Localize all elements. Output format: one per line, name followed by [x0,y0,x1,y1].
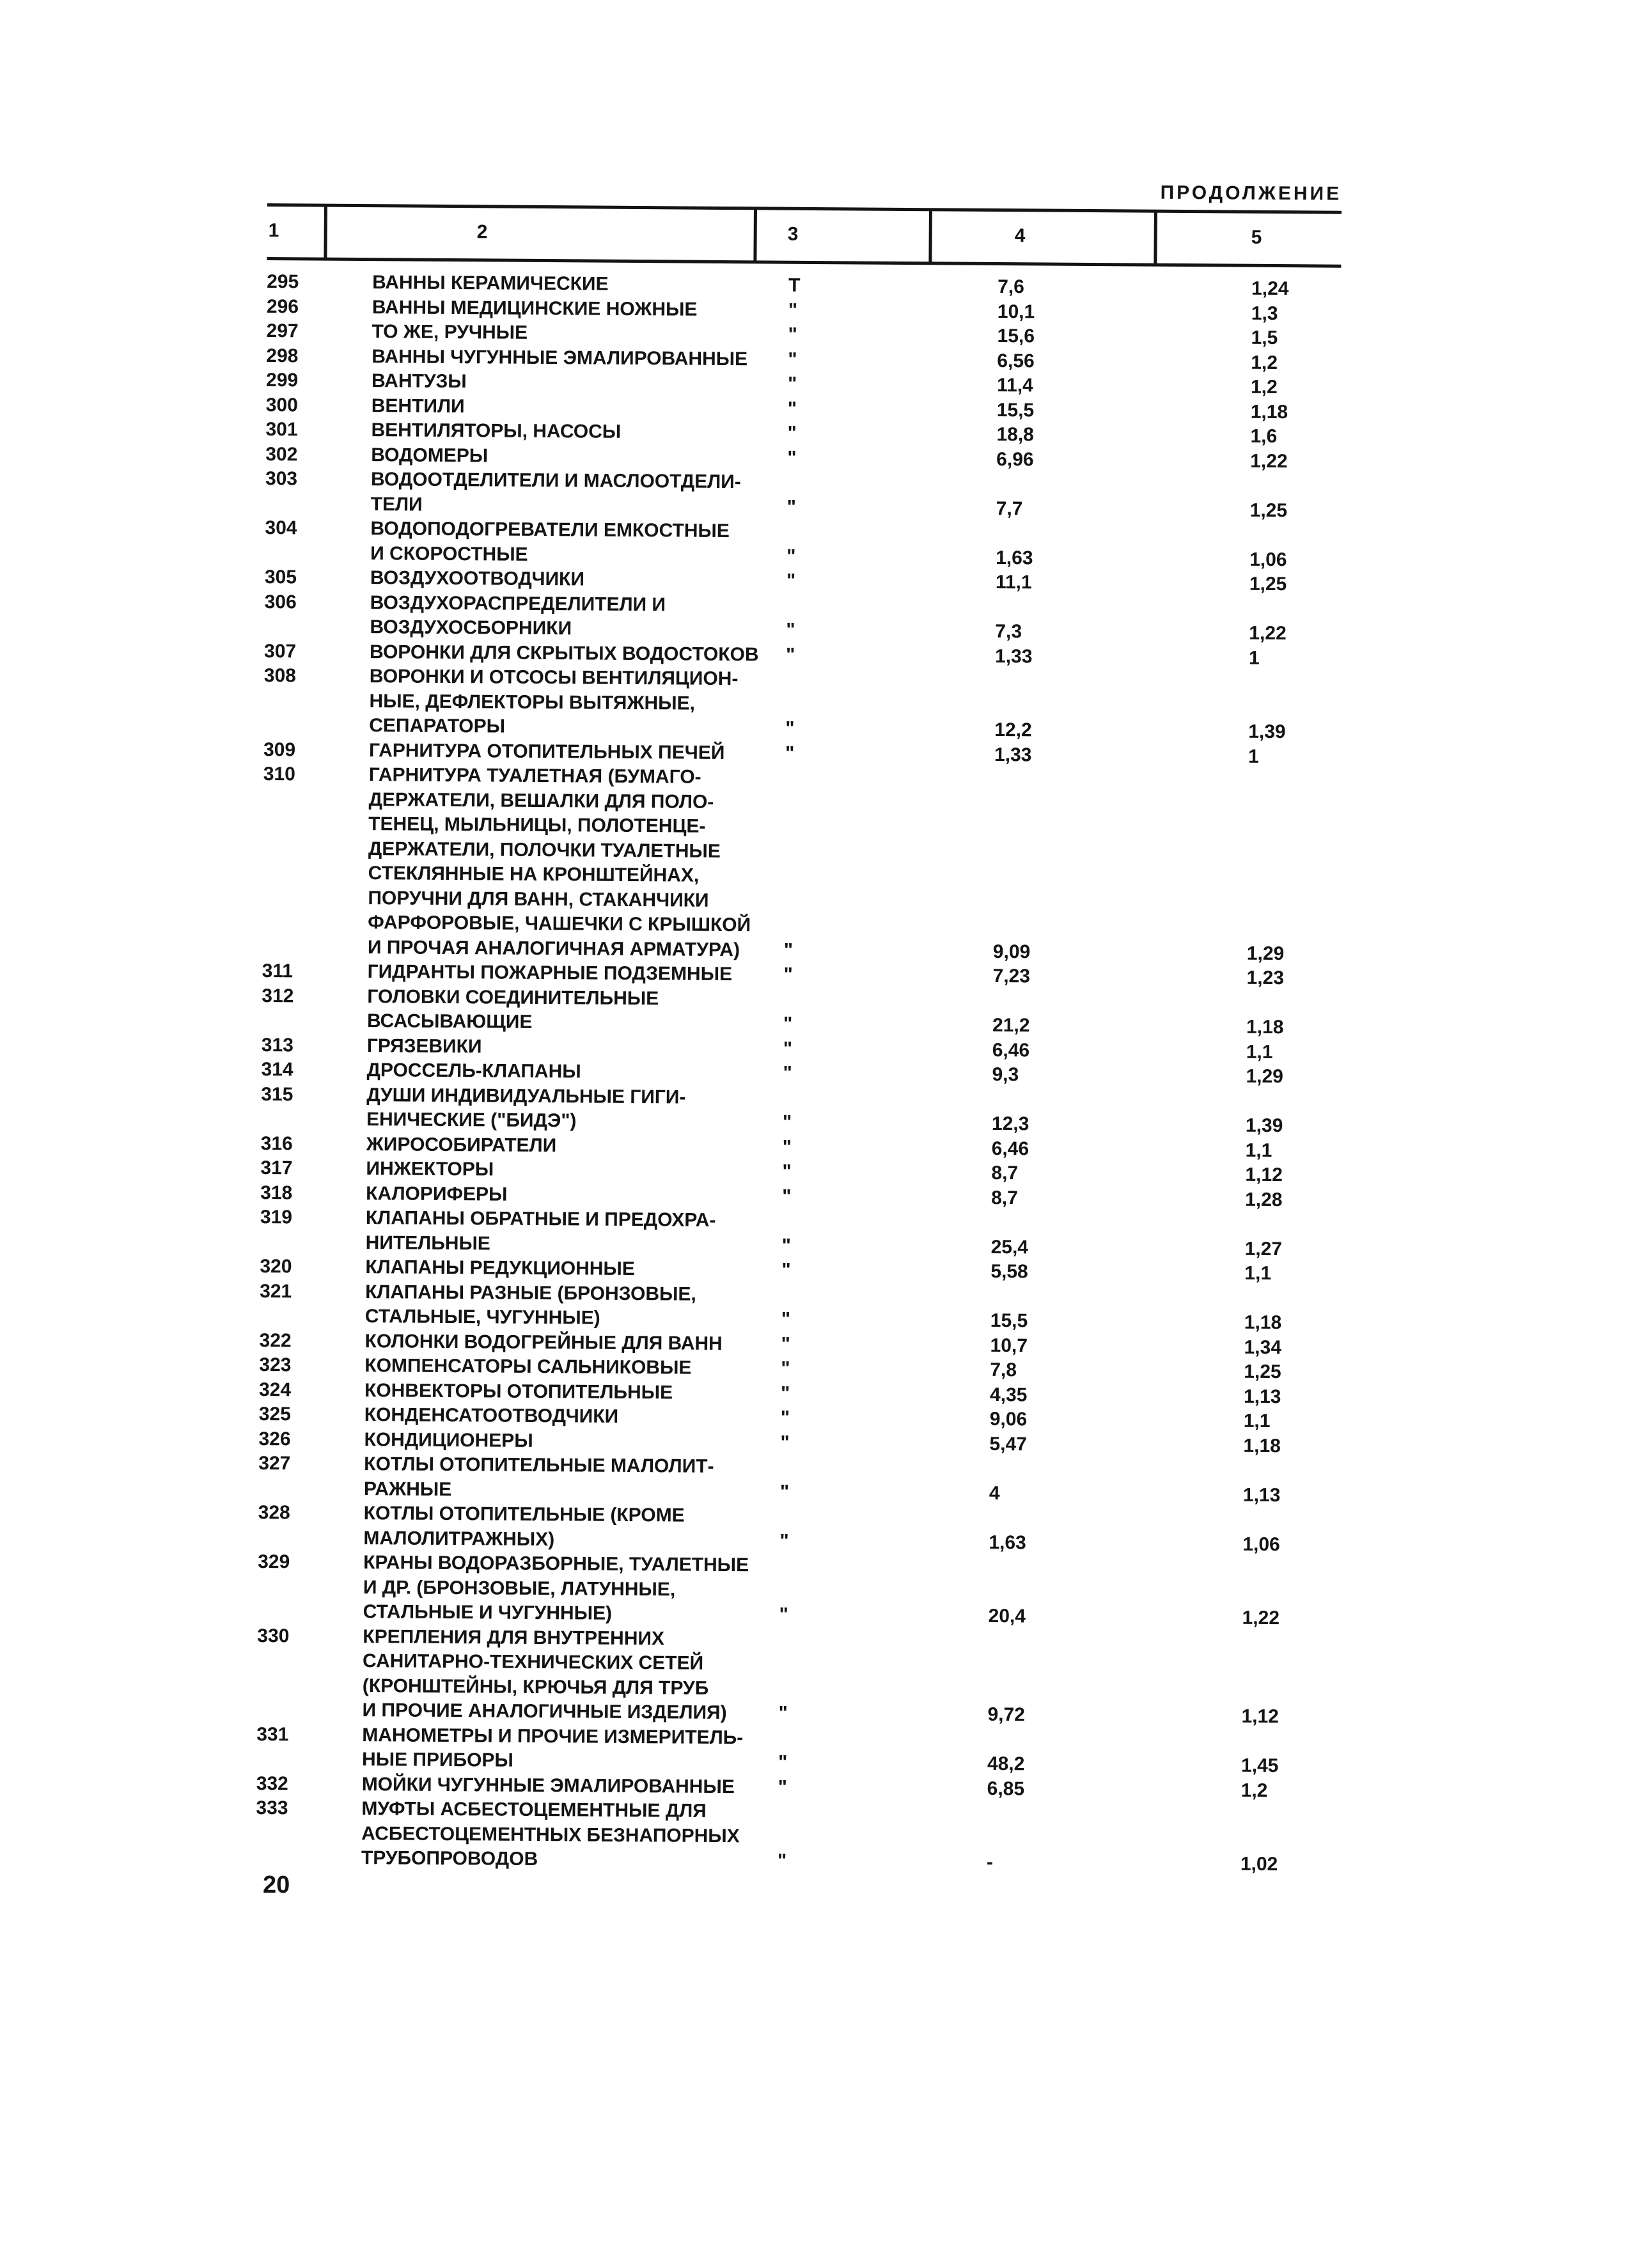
row-description-line: ЖИРОСОБИРАТЕЛИ [366,1133,557,1156]
row-description-line: ВАННЫ МЕДИЦИНСКИЕ НОЖНЫЕ [372,296,698,320]
row-number: 321 [260,1280,292,1302]
row-col5-value: 1,39 [1245,1114,1283,1137]
row-col4-value: 9,06 [989,1408,1028,1430]
row-description [371,443,780,471]
row-col3-value: " [783,1038,793,1060]
row-description-line: КЛАПАНЫ РАЗНЫЕ (БРОНЗОВЫЕ, [365,1281,696,1305]
row-description [372,320,781,347]
row-description [372,394,781,421]
row-col5-value: 1,25 [1249,499,1288,521]
row-col5-value: 1,28 [1245,1189,1283,1210]
row-description [365,1255,774,1283]
row-col3-value: " [787,447,797,469]
row-col3-value: " [783,964,793,985]
row-description [369,664,779,741]
row-number: 299 [265,369,299,391]
row-col3-value: " [779,1604,788,1625]
row-description-line: КРЕПЛЕНИЯ ДЛЯ ВНУТРЕННИХ [363,1625,665,1649]
row-col5-value: 1,12 [1241,1705,1279,1728]
row-col4-value: 6,56 [997,350,1035,371]
row-description [362,1772,771,1800]
row-description-line: МОЙКИ ЧУГУННЫЕ ЭМАЛИРОВАННЫЕ [361,1773,735,1797]
row-description-line: ВОДООТДЕЛИТЕЛИ И МАСЛООТДЕЛИ- [370,469,741,493]
row-col4-value: 11,1 [995,571,1032,593]
row-description [364,1379,774,1406]
row-number: 315 [261,1083,293,1105]
row-col3-value: " [781,1259,791,1281]
row-description-line: КОТЛЫ ОТОПИТЕЛЬНЫЕ МАЛОЛИТ- [364,1453,714,1477]
continuation-label: ПРОДОЛЖЕНИЕ [1160,182,1342,205]
row-col4-value: 12,2 [994,719,1032,741]
row-col5-value: 1,39 [1248,721,1286,743]
row-description [364,1428,773,1455]
row-description [364,1329,774,1357]
row-description-line: КОТЛЫ ОТОПИТЕЛЬНЫЕ (КРОМЕ [363,1503,685,1526]
header-cell-1: 1 [268,220,279,242]
row-description-line: МАНОМЕТРЫ И ПРОЧИЕ ИЗМЕРИТЕЛЬ- [362,1724,744,1748]
page-number: 20 [263,1872,290,1898]
row-col5-value: 1,18 [1244,1311,1282,1334]
header-cell-2: 2 [476,221,488,243]
row-description-line: РАЖНЫЕ [363,1478,452,1500]
row-number: 295 [267,270,299,293]
header-separator [1154,212,1157,265]
table-row [0,1794,1640,1880]
row-description-line: ИНЖЕКТОРЫ [366,1158,494,1180]
row-number: 330 [257,1625,290,1646]
row-description [371,418,780,446]
row-col3-value: " [780,1407,790,1428]
row-number: 312 [262,985,294,1006]
row-description-line: САНИТАРНО-ТЕХНИЧЕСКИХ СЕТЕЙ [362,1650,704,1674]
header-cell-4: 4 [1014,225,1026,247]
row-col4-value: 1,63 [989,1531,1026,1553]
row-col3-value: " [782,1161,792,1182]
row-number: 320 [260,1255,292,1278]
row-number: 306 [264,591,297,613]
row-description-line: ДЕРЖАТЕЛИ, ПОЛОЧКИ ТУАЛЕТНЫЕ [368,838,721,862]
row-col4-value: 1,33 [994,645,1033,667]
row-col4-value: 12,3 [991,1113,1029,1135]
row-description-line: ГАРНИТУРА ОТОПИТЕЛЬНЫХ ПЕЧЕЙ [368,739,725,763]
row-number: 314 [261,1058,293,1081]
row-description-line: ГАРНИТУРА ТУАЛЕТНАЯ (БУМАГО- [368,764,701,788]
row-col5-value: 1,2 [1240,1779,1268,1801]
row-col5-value: 1,06 [1242,1533,1280,1555]
row-description [367,1034,776,1061]
row-description-line: ТЕЛИ [370,493,423,515]
row-col3-value: " [786,570,796,591]
row-col3-value: " [785,717,795,739]
row-col3-value: " [783,939,794,961]
row-col5-value: 1,22 [1249,622,1287,645]
row-description-line: СЕПАРАТОРЫ [369,715,506,737]
table-row [0,1548,1641,1634]
row-col5-value: 1,1 [1246,1041,1273,1063]
row-number: 302 [265,443,298,465]
row-col3-value: " [786,496,797,518]
row-number: 333 [256,1797,288,1819]
row-number: 327 [258,1452,291,1474]
row-description [372,345,781,372]
row-col3-value: " [777,1850,787,1872]
row-description-line: ГРЯЗЕВИКИ [366,1035,482,1057]
row-description-line: КАЛОРИФЕРЫ [366,1182,508,1205]
row-description-line: ФАРФОРОВЫЕ, ЧАШЕЧКИ С КРЫШКОЙ [368,912,751,936]
row-col4-value: 7,6 [998,276,1024,298]
row-number: 309 [263,739,296,760]
table-row [0,662,1648,747]
row-number: 322 [259,1329,292,1351]
row-description-line: ЕНИЧЕСКИЕ ("БИДЭ") [366,1109,577,1132]
row-number: 296 [266,295,299,317]
row-number: 313 [261,1034,294,1056]
row-number: 304 [265,517,297,539]
row-col5-value: 1,22 [1250,450,1288,472]
row-description-line: НЫЕ, ДЕФЛЕКТОРЫ ВЫТЯЖНЫЕ, [369,690,696,714]
row-number: 332 [256,1772,288,1794]
row-col5-value: 1,18 [1250,401,1288,423]
row-col3-value: " [787,373,797,395]
row-description [367,985,777,1036]
row-number: 328 [258,1501,290,1524]
row-description [366,1058,776,1086]
row-col3-value: " [786,619,795,641]
row-col4-value: 15,5 [996,399,1035,421]
row-col4-value: 7,23 [992,965,1031,987]
row-col5-value: 1,13 [1242,1484,1281,1506]
row-col4-value: 9,09 [992,941,1031,962]
row-col5-value: 1,1 [1243,1410,1271,1432]
row-col4-value: 11,4 [996,374,1033,396]
row-description [366,1182,775,1209]
row-description-line: МУФТЫ АСБЕСТОЦЕМЕНТНЫЕ ДЛЯ [361,1798,707,1822]
row-col4-value: 15,5 [990,1310,1028,1332]
row-description-line: ВОРОНКИ И ОТСОСЫ ВЕНТИЛЯЦИОН- [369,666,739,690]
row-col5-value: 1,29 [1246,1065,1284,1088]
row-col5-value: 1,3 [1251,302,1278,324]
row-col3-value: " [782,1136,792,1158]
row-col4-value: 1,63 [996,547,1033,568]
row-col4-value: 18,8 [996,423,1035,446]
row-col5-value: 1,22 [1242,1607,1280,1629]
row-col5-value: 1,12 [1245,1164,1283,1186]
row-description-line: НИТЕЛЬНЫЕ [365,1232,491,1254]
row-col5-value: 1,25 [1249,573,1287,595]
row-col5-value: 1,13 [1243,1386,1281,1407]
row-description-line: КЛАПАНЫ ОБРАТНЫЕ И ПРЕДОХРА- [365,1207,716,1231]
row-col3-value: " [778,1776,788,1798]
row-description [362,1723,772,1775]
row-description-line: КОНВЕКТОРЫ ОТОПИТЕЛЬНЫЕ [364,1379,673,1403]
table-row [0,760,1647,969]
row-description-line: ВЕНТИЛЯТОРЫ, НАСОСЫ [371,419,622,442]
row-col3-value: " [786,545,796,567]
row-description-line: ДУШИ ИНДИВИДУАЛЬНЫЕ ГИГИ- [366,1084,686,1108]
row-col3-value: " [779,1530,789,1552]
row-number: 297 [266,320,299,342]
row-col3-value: " [788,324,797,345]
row-col3-value: " [780,1382,790,1404]
row-number: 298 [266,345,299,366]
row-col4-value: 5,47 [989,1433,1028,1455]
row-description [363,1551,773,1627]
row-col5-value: 1,34 [1244,1336,1282,1358]
row-col4-value: 21,2 [992,1014,1030,1036]
row-number: 319 [260,1206,293,1228]
row-description [366,1083,776,1135]
row-description [372,369,781,396]
header-separator [753,209,757,262]
row-description-line: ВОЗДУХОРАСПРЕДЕЛИТЕЛИ И [370,591,666,615]
row-col5-value: 1,02 [1240,1853,1278,1875]
row-col3-value: Т [788,274,801,296]
row-col3-value: " [778,1702,788,1724]
row-col5-value: 1,45 [1240,1755,1279,1777]
row-col4-value: 25,4 [990,1236,1029,1258]
row-col3-value: " [787,422,797,444]
row-number: 324 [258,1379,292,1400]
row-description [368,763,778,962]
row-col4-value: 1,33 [994,744,1032,765]
row-description-line: ВОДОМЕРЫ [371,444,489,466]
row-description [366,1157,775,1184]
table-body [0,268,1650,1879]
row-description-line: ТЕНЕЦ, МЫЛЬНИЦЫ, ПОЛОТЕНЦЕ- [368,813,706,837]
row-number: 317 [260,1157,293,1179]
row-col4-value: 10,7 [990,1334,1028,1356]
row-col3-value: " [783,1013,793,1035]
row-description-line: КОЛОНКИ ВОДОГРЕЙНЫЕ ДЛЯ ВАНН [364,1330,723,1354]
row-col5-value: 1,1 [1245,1139,1272,1161]
row-col5-value: 1,18 [1246,1016,1284,1038]
row-description [372,295,781,323]
row-description-line: ВОДОПОДОГРЕВАТЕЛИ ЕМКОСТНЫЕ [370,518,730,542]
row-col5-value: 1,29 [1246,942,1285,964]
row-col5-value: 1,5 [1251,327,1278,349]
row-col3-value: " [778,1751,788,1773]
row-col4-value: 8,7 [991,1187,1019,1208]
row-description-line: АСБЕСТОЦЕМЕНТНЫХ БЕЗНАПОРНЫХ [361,1822,740,1847]
row-col3-value: " [781,1357,790,1379]
row-description-line: ТРУБОПРОВОДОВ [361,1847,538,1870]
row-col4-value: 4,35 [989,1384,1028,1405]
row-col5-value: 1,18 [1243,1435,1281,1457]
row-description-line: И ПРОЧАЯ АНАЛОГИЧНАЯ АРМАТУРА) [367,936,740,960]
row-col4-value: - [986,1851,994,1873]
row-description [363,1501,773,1553]
row-col3-value: " [785,742,795,764]
row-description-line: ПОРУЧНИ ДЛЯ ВАНН, СТАКАНЧИКИ [368,887,709,911]
row-number: 307 [264,640,297,662]
row-col3-value: " [781,1333,790,1355]
row-description-line: ВЕНТИЛИ [371,395,465,417]
row-description [370,640,779,668]
row-col4-value: 9,3 [992,1063,1019,1086]
row-col5-value: 1,24 [1251,278,1289,300]
row-description-line: ТО ЖЕ, РУЧНЫЕ [372,321,528,343]
row-description [370,591,779,643]
row-col3-value: " [787,398,797,419]
row-col5-value: 1,06 [1249,549,1287,570]
row-description-line: И ДР. (БРОНЗОВЫЕ, ЛАТУННЫЕ, [363,1576,676,1600]
row-number: 308 [263,664,297,687]
row-description [364,1452,774,1504]
row-col3-value: " [782,1185,792,1207]
row-col4-value: 6,96 [996,448,1034,470]
row-description [364,1354,774,1381]
row-col5-value: 1,2 [1251,352,1278,373]
table-header-rule [267,257,1341,268]
row-description [365,1280,775,1332]
row-col5-value: 1,25 [1244,1361,1281,1383]
row-description-line: ВАНТУЗЫ [371,370,467,393]
row-col3-value: " [780,1432,790,1453]
row-col4-value: 7,7 [996,497,1023,519]
row-description-line: И ПРОЧИЕ АНАЛОГИЧНЫЕ ИЗДЕЛИЯ) [362,1700,727,1724]
row-col3-value: " [788,299,798,321]
row-description [370,517,780,568]
row-description-line: СТАЛЬНЫЕ И ЧУГУННЫЕ) [363,1601,613,1624]
row-description-line: ВАННЫ КЕРАМИЧЕСКИЕ [372,272,609,295]
header-cell-3: 3 [787,223,799,245]
row-description-line: НЫЕ ПРИБОРЫ [361,1749,513,1771]
row-number: 325 [258,1403,291,1425]
row-description-line: МАЛОЛИТРАЖНЫХ) [363,1527,555,1550]
row-description-line: КОНДИЦИОНЕРЫ [364,1428,533,1451]
row-col4-value: 15,6 [997,325,1035,347]
row-col4-value: 5,58 [990,1260,1028,1283]
row-col4-value: 6,46 [991,1138,1029,1159]
header-separator [324,207,327,259]
row-col5-value: 1,23 [1246,967,1285,989]
row-description-line: СТЕКЛЯННЫЕ НА КРОНШТЕЙНАХ, [368,863,700,886]
row-description-line: ГОЛОВКИ СОЕДИНИТЕЛЬНЫЕ [367,985,659,1009]
row-col3-value: " [782,1111,792,1133]
row-description-line: КРАНЫ ВОДОРАЗБОРНЫЕ, ТУАЛЕТНЫЕ [363,1552,749,1576]
row-description-line: КЛАПАНЫ РЕДУКЦИОННЫЕ [365,1256,635,1280]
row-description-line: ГИДРАНТЫ ПОЖАРНЫЕ ПОДЗЕМНЫЕ [367,961,733,985]
row-number: 318 [260,1182,293,1203]
row-description [370,566,779,593]
row-description-line: ВСАСЫВАЮЩИЕ [366,1010,533,1033]
row-number: 310 [263,763,295,785]
row-number: 323 [259,1354,292,1376]
row-description-line: (КРОНШТЕЙНЫ, КРЮЧЬЯ ДЛЯ ТРУБ [362,1675,709,1699]
row-description [362,1625,772,1726]
row-description-line: ВОЗДУХОСБОРНИКИ [370,616,572,639]
header-cell-5: 5 [1251,226,1262,248]
row-col4-value: 10,1 [997,301,1035,322]
row-description [367,960,776,987]
row-number: 300 [265,394,298,416]
row-description [366,1206,776,1258]
row-col3-value: " [785,644,795,666]
row-description-line: ВОЗДУХООТВОДЧИКИ [370,567,585,590]
row-col5-value: 1,2 [1250,376,1278,398]
row-number: 303 [265,467,298,490]
row-col4-value: 9,72 [987,1703,1026,1726]
row-col4-value: 20,4 [988,1605,1026,1627]
row-col4-value: 6,85 [987,1778,1025,1799]
row-col4-value: 8,7 [991,1162,1019,1184]
row-number: 326 [258,1428,291,1450]
row-col4-value: 7,8 [990,1359,1017,1381]
row-number: 301 [265,418,298,441]
row-description-line: ВАННЫ ЧУГУННЫЕ ЭМАЛИРОВАННЫЕ [372,345,748,370]
row-col4-value: 7,3 [995,620,1022,643]
row-description-line: И СКОРОСТНЫЕ [370,542,528,565]
row-description [364,1403,774,1430]
row-description-line: СТАЛЬНЫЕ, ЧУГУННЫЕ) [364,1306,600,1329]
row-description [366,1132,776,1160]
row-description [361,1797,771,1873]
row-number: 331 [256,1723,289,1745]
row-col4-value: 48,2 [987,1753,1025,1775]
row-number: 316 [260,1132,293,1154]
row-col3-value: " [783,1062,792,1084]
row-number: 329 [258,1551,290,1573]
row-description-line: ДЕРЖАТЕЛИ, ВЕШАЛКИ ДЛЯ ПОЛО- [368,788,714,813]
row-col3-value: " [781,1308,791,1330]
row-number: 305 [264,566,297,588]
row-col3-value: " [779,1481,790,1503]
row-description-line: КОНДЕНСАТООТВОДЧИКИ [364,1404,619,1427]
row-col5-value: 1 [1248,647,1260,669]
row-number: 311 [262,960,293,982]
row-col5-value: 1,6 [1250,425,1278,448]
row-col4-value: 4 [989,1482,1000,1504]
row-description [369,739,778,766]
row-col5-value: 1,27 [1244,1238,1283,1260]
table-row [0,1622,1641,1732]
row-col5-value: 1 [1248,746,1259,767]
row-description-line: ВОРОНКИ ДЛЯ СКРЫТЫХ ВОДОСТОКОВ [370,641,759,665]
row-description [371,467,781,519]
row-col4-value: 6,46 [992,1039,1030,1061]
row-description-line: КОМПЕНСАТОРЫ САЛЬНИКОВЫЕ [364,1355,692,1379]
row-description [372,270,781,298]
row-col3-value: " [781,1235,792,1256]
header-separator [928,210,932,263]
row-col5-value: 1,1 [1244,1262,1272,1285]
row-col3-value: " [788,348,797,370]
row-description-line: ДРОССЕЛЬ-КЛАПАНЫ [366,1060,581,1083]
